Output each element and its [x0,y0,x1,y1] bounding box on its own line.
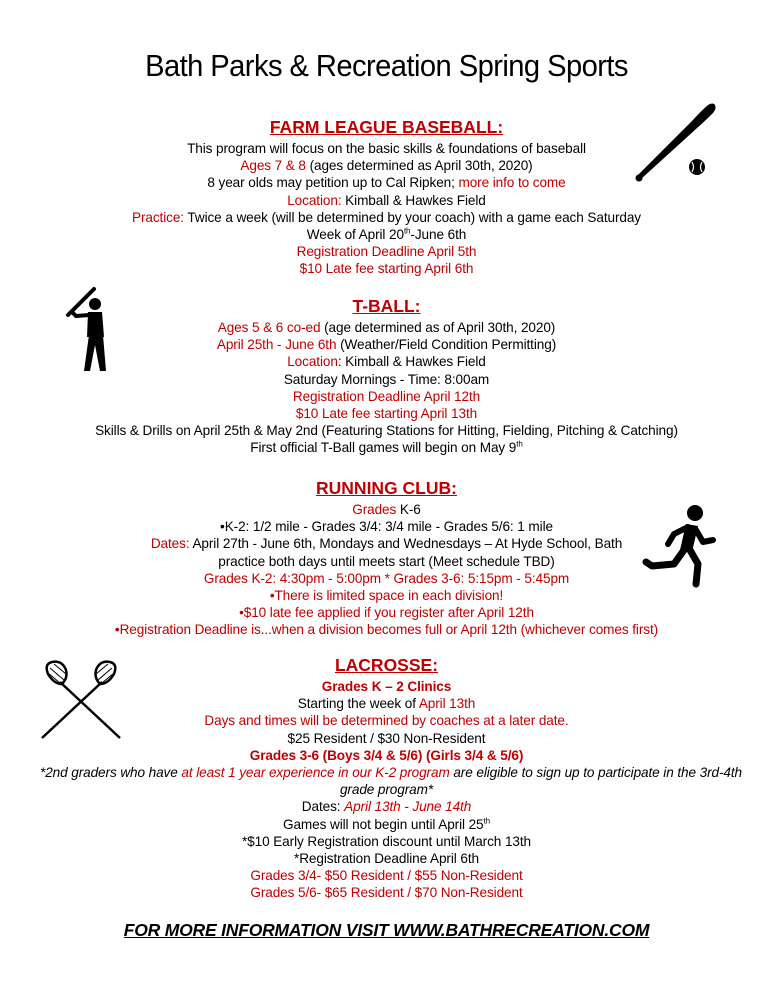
page-title: Bath Parks & Recreation Spring Sports [145,48,628,83]
baseball-location-label: Location: [287,192,342,208]
heading-t-ball: T-BALL: [352,296,421,316]
tball-first-games-text: First official T-Ball games will begin on May 9 [250,440,517,456]
runner-icon [640,502,720,588]
tball-late-fee: $10 Late fee starting April 13th [295,406,478,422]
lacrosse-days-times: Days and times will be determined by coaches at a later date. [204,713,569,729]
tball-time: Saturday Mornings - Time: 8:00am [283,371,490,387]
running-limited-space: •There is limited space in each division! [269,588,504,604]
baseball-weeks [40,226,733,243]
baseball-petition-text: 8 year olds may petition up to Cal Ripken; [207,175,459,191]
running-dates-value: April 27th - June 6th, Mondays and Wednesdays – At Hyde School, Bath [189,536,623,552]
lacrosse-games-begin-sup: th [483,816,490,826]
running-grades-value: K-6 [396,502,421,517]
tball-registration-deadline: Registration Deadline April 12th [292,388,481,404]
lacrosse-price-5-6: Grades 5/6- $65 Resident / $70 Non-Resident [250,885,523,901]
lacrosse-note-end: are eligible to sign up to participate in the 3rd-4th [449,765,743,781]
lacrosse-games-begin-text: Games will not begin until April 25 [283,816,484,832]
heading-running-club: RUNNING CLUB: [316,478,457,498]
baseball-petition [40,174,733,191]
lacrosse-price-3-4: Grades 3/4- $50 Resident / $55 Non-Resident [250,868,523,884]
baseball-bat-ball-icon [632,100,720,184]
running-distances: •K-2: 1/2 mile - Grades 3/4: 3/4 mile - Grades 5/6: 1 mile [220,519,553,535]
lacrosse-dates [40,798,733,815]
lacrosse-start-week-text: Starting the week of [297,696,419,712]
baseball-ages-note: (ages determined as April 30th, 2020) [305,158,533,174]
baseball-more-info: more info to come [458,175,566,191]
heading-farm-league-baseball: FARM LEAGUE BASEBALL: [269,117,504,137]
tball-ages-note: (age determined as of April 30th, 2020) [320,320,556,335]
tball-dates [40,336,733,353]
baseball-location [40,192,733,209]
running-registration-deadline: •Registration Deadline is...when a division becomes full or April 12th (whichever comes first) [114,622,659,638]
footer-more-info: FOR MORE INFORMATION VISIT WWW.BATHRECREATION.COM [123,920,650,940]
lacrosse-note-experience: at least 1 year experience in our K-2 program [181,765,450,781]
running-practice: practice both days until meets start (Meet schedule TBD) [218,553,555,569]
lacrosse-sticks-icon [40,660,122,740]
lacrosse-start-week-date: April 13th [418,696,476,712]
running-late-fee: •$10 late fee applied if you register after April 12th [239,605,534,621]
lacrosse-dates-value: April 13th - June 14th [344,799,472,815]
running-grades-label: Grades [352,502,397,517]
tball-ages [40,319,733,336]
tball-skills-drills: Skills & Drills on April 25th & May 2nd (Featuring Stations for Hitting, Fielding, Pitching & Catching) [95,423,678,439]
tball-ages-label: Ages 5 & 6 co-ed [217,320,321,335]
baseball-weeks-sup: th [403,226,411,236]
lacrosse-k2-clinics: Grades K – 2 Clinics [321,679,452,694]
tball-dates-note: (Weather/Field Condition Permitting) [336,337,557,353]
tball-location [40,353,733,370]
lacrosse-note-start: *2nd graders who have [40,765,182,781]
running-dates [40,535,733,552]
running-dates-label: Dates: [150,536,190,552]
lacrosse-2nd-grade-note [40,764,743,781]
baseball-location-value: Kimball & Hawkes Field [341,192,486,208]
lacrosse-grades-3-6: Grades 3-6 (Boys 3/4 & 5/6) (Girls 3/4 & 5/6) [249,747,524,763]
section-farm-league-baseball [40,116,733,278]
running-times: Grades K-2: 4:30pm - 5:00pm * Grades 3-6: 5:15pm - 5:45pm [203,570,570,586]
baseball-practice-value: Twice a week (will be determined by your coach) with a game each Saturday [183,209,641,225]
tball-location-label: Location [287,354,338,370]
baseball-late-fee: $10 Late fee starting April 6th [299,261,474,277]
baseball-practice-label: Practice: [131,209,184,225]
lacrosse-early-discount: *$10 Early Registration discount until March 13th [241,833,532,849]
tball-dates-label: April 25th - June 6th [216,337,337,353]
running-grades [40,501,733,518]
lacrosse-games-begin [40,816,733,833]
baseball-ages [40,157,733,174]
section-t-ball [40,295,733,457]
tball-first-games [40,439,733,456]
lacrosse-dates-label: Dates: [301,799,345,815]
lacrosse-grade-program: grade program* [339,782,434,798]
baseball-ages-label: Ages 7 & 8 [240,158,306,174]
lacrosse-registration-deadline: *Registration Deadline April 6th [294,851,479,867]
baseball-weeks-start: Week of April 20 [306,227,404,243]
baseball-weeks-end: -June 6th [410,227,467,243]
tball-location-value: : Kimball & Hawkes Field [337,354,486,370]
baseball-practice [40,209,733,226]
lacrosse-k2-price: $25 Resident / $30 Non-Resident [287,730,486,746]
heading-lacrosse: LACROSSE: [334,655,439,675]
batter-icon [62,285,122,375]
section-lacrosse [40,654,743,902]
lacrosse-start-week [40,695,733,712]
baseball-registration-deadline: Registration Deadline April 5th [296,244,477,260]
baseball-description: This program will focus on the basic skills & foundations of baseball [187,141,586,156]
section-running-club [40,477,733,639]
tball-first-games-sup: th [516,439,523,449]
